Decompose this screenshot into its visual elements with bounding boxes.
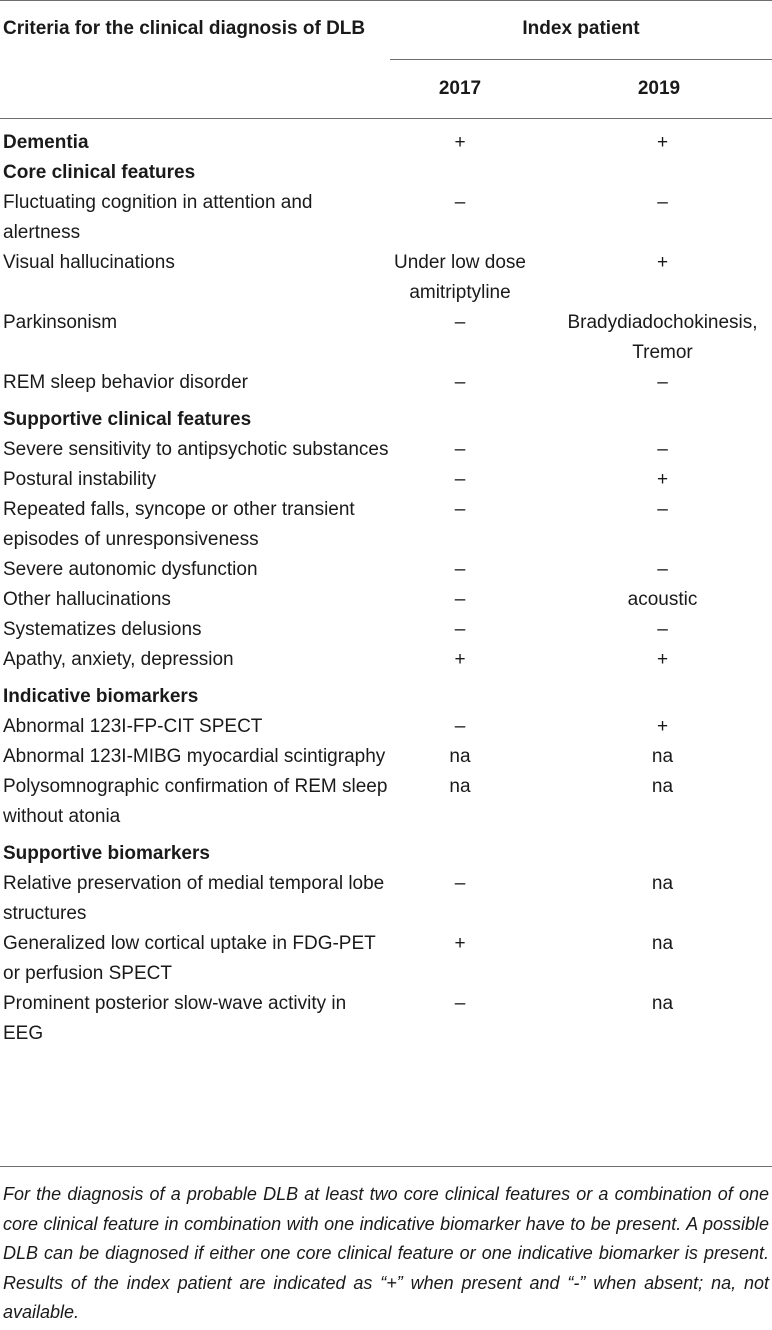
value-2017-cell: na xyxy=(449,776,471,797)
value-2017-cell: – xyxy=(454,312,466,333)
criteria-column-header: Criteria for the clinical diagnosis of DLB xyxy=(3,18,366,39)
value-2017-cell xyxy=(390,832,530,869)
criterion-cell: Polysomnographic confirmation of REM sleep without atonia xyxy=(3,776,388,827)
criterion-cell: REM sleep behavior disorder xyxy=(3,372,249,393)
criterion-cell: Prominent posterior slow-wave activity in EEG xyxy=(3,993,347,1044)
table-row xyxy=(0,248,772,308)
value-2019-cell: – xyxy=(657,192,668,213)
column-spacer xyxy=(530,675,553,712)
column-spacer xyxy=(530,832,553,869)
table-row xyxy=(0,308,772,368)
value-2017-cell: – xyxy=(454,993,466,1014)
value-2019-cell: na xyxy=(651,776,674,797)
value-2019-cell: – xyxy=(657,439,668,460)
section-heading: Indicative biomarkers xyxy=(3,686,199,707)
value-2017-cell: – xyxy=(454,716,466,737)
criterion-cell: Generalized low cortical uptake in FDG-PET or perfusion SPECT xyxy=(3,933,376,984)
column-spacer xyxy=(530,585,553,615)
value-2017-cell: Under low dose amitriptyline xyxy=(393,252,527,303)
index-patient-header: Index patient xyxy=(522,18,640,39)
table-row xyxy=(0,989,772,1049)
section-heading-row xyxy=(0,158,772,188)
table-row xyxy=(0,929,772,989)
value-2017-cell: – xyxy=(454,589,466,610)
column-spacer xyxy=(530,158,553,188)
column-spacer xyxy=(530,435,553,465)
value-2019-cell: – xyxy=(657,559,668,580)
table-row xyxy=(0,772,772,832)
column-spacer xyxy=(530,398,553,435)
table-bottom-rule xyxy=(0,1166,772,1167)
table-row xyxy=(0,615,772,645)
value-2017-cell: – xyxy=(454,372,466,393)
value-2017-cell: – xyxy=(454,619,466,640)
criterion-cell: Parkinsonism xyxy=(3,312,118,333)
criterion-cell: Repeated falls, syncope or other transient episodes of unresponsiveness xyxy=(3,499,355,550)
section-heading: Dementia xyxy=(3,132,89,153)
criterion-cell: Abnormal 123I-FP-CIT SPECT xyxy=(3,716,263,737)
criterion-cell: Fluctuating cognition in attention and alertness xyxy=(3,192,313,243)
value-2019-cell: na xyxy=(651,993,674,1014)
value-2017-cell: + xyxy=(454,933,466,954)
year-2017-header: 2017 xyxy=(438,78,482,99)
value-2019-cell: – xyxy=(657,372,668,393)
criterion-cell: Postural instability xyxy=(3,469,157,490)
value-2019-cell xyxy=(553,832,772,869)
section-heading: Supportive biomarkers xyxy=(3,843,210,864)
section-heading: Core clinical features xyxy=(3,162,196,183)
criterion-cell: Abnormal 123I-MIBG myocardial scintigraphy xyxy=(3,746,386,767)
table-footnote: For the diagnosis of a probable DLB at least two core clinical features or a combination of one core clinical feature in combination with one indicative biomarker have to be present. A possible DLB can be diagnosed if either one core clinical feature or one indicative biomarker is present. Results of the index patient are indicated as “+” when present and “-” when absent; na, not available. xyxy=(3,1184,769,1322)
value-2017-cell: – xyxy=(454,439,466,460)
value-2019-cell: acoustic xyxy=(627,589,698,610)
column-spacer xyxy=(530,248,553,308)
table-top-rule xyxy=(0,0,772,1)
criterion-cell: Apathy, anxiety, depression xyxy=(3,649,234,670)
value-2019-cell: na xyxy=(651,746,674,767)
section-heading-row xyxy=(0,675,772,712)
value-2019-cell: + xyxy=(656,649,669,670)
column-spacer xyxy=(530,465,553,495)
value-2019-cell: + xyxy=(656,132,669,153)
table-row xyxy=(0,869,772,929)
column-spacer xyxy=(530,989,553,1049)
column-spacer xyxy=(530,615,553,645)
value-2017-cell xyxy=(390,398,530,435)
column-spacer xyxy=(530,495,553,555)
column-spacer xyxy=(530,929,553,989)
column-spacer xyxy=(530,712,553,742)
value-2019-cell: – xyxy=(657,499,668,520)
table-row xyxy=(0,368,772,398)
table-row xyxy=(0,645,772,675)
criterion-cell: Relative preservation of medial temporal lobe structures xyxy=(3,873,385,924)
value-2017-cell: – xyxy=(454,192,466,213)
criterion-cell: Other hallucinations xyxy=(3,589,171,610)
table-row xyxy=(0,188,772,248)
value-2017-cell: – xyxy=(454,469,466,490)
table-row xyxy=(0,465,772,495)
value-2017-cell: – xyxy=(454,873,466,894)
criteria-table xyxy=(0,128,772,1049)
section-heading-row xyxy=(0,398,772,435)
column-spacer xyxy=(530,742,553,772)
column-spacer xyxy=(530,772,553,832)
column-spacer xyxy=(530,308,553,368)
table-row xyxy=(0,495,772,555)
column-spacer xyxy=(530,128,553,158)
header-bottom-rule xyxy=(0,118,772,119)
value-2019-cell: na xyxy=(651,873,674,894)
column-spacer xyxy=(530,869,553,929)
value-2019-cell: na xyxy=(651,933,674,954)
year-2019-header: 2019 xyxy=(637,78,681,99)
criterion-cell: Visual hallucinations xyxy=(3,252,175,273)
table-row xyxy=(0,712,772,742)
table-row xyxy=(0,555,772,585)
value-2019-cell: Bradydiadochokinesis, Tremor xyxy=(567,312,758,363)
section-heading-row xyxy=(0,128,772,158)
column-spacer xyxy=(530,645,553,675)
criterion-cell: Systematizes delusions xyxy=(3,619,202,640)
value-2019-cell xyxy=(553,675,772,712)
table-body xyxy=(0,128,772,1049)
index-patient-underline xyxy=(390,59,772,60)
value-2017-cell xyxy=(390,158,530,188)
criterion-cell: Severe autonomic dysfunction xyxy=(3,559,258,580)
section-heading-row xyxy=(0,832,772,869)
value-2019-cell xyxy=(553,398,772,435)
value-2017-cell: – xyxy=(454,499,466,520)
value-2017-cell: – xyxy=(454,559,466,580)
column-spacer xyxy=(530,368,553,398)
value-2019-cell: – xyxy=(657,619,668,640)
table-row xyxy=(0,585,772,615)
value-2017-cell: na xyxy=(449,746,471,767)
table-row xyxy=(0,742,772,772)
value-2019-cell: + xyxy=(656,716,669,737)
value-2019-cell xyxy=(553,158,772,188)
column-spacer xyxy=(530,188,553,248)
column-spacer xyxy=(530,555,553,585)
table-row xyxy=(0,435,772,465)
value-2019-cell: + xyxy=(656,469,669,490)
value-2017-cell xyxy=(390,675,530,712)
section-heading: Supportive clinical features xyxy=(3,409,252,430)
value-2019-cell: + xyxy=(656,252,669,273)
criterion-cell: Severe sensitivity to antipsychotic substances xyxy=(3,439,389,460)
value-2017-cell: + xyxy=(454,132,466,153)
value-2017-cell: + xyxy=(454,649,466,670)
